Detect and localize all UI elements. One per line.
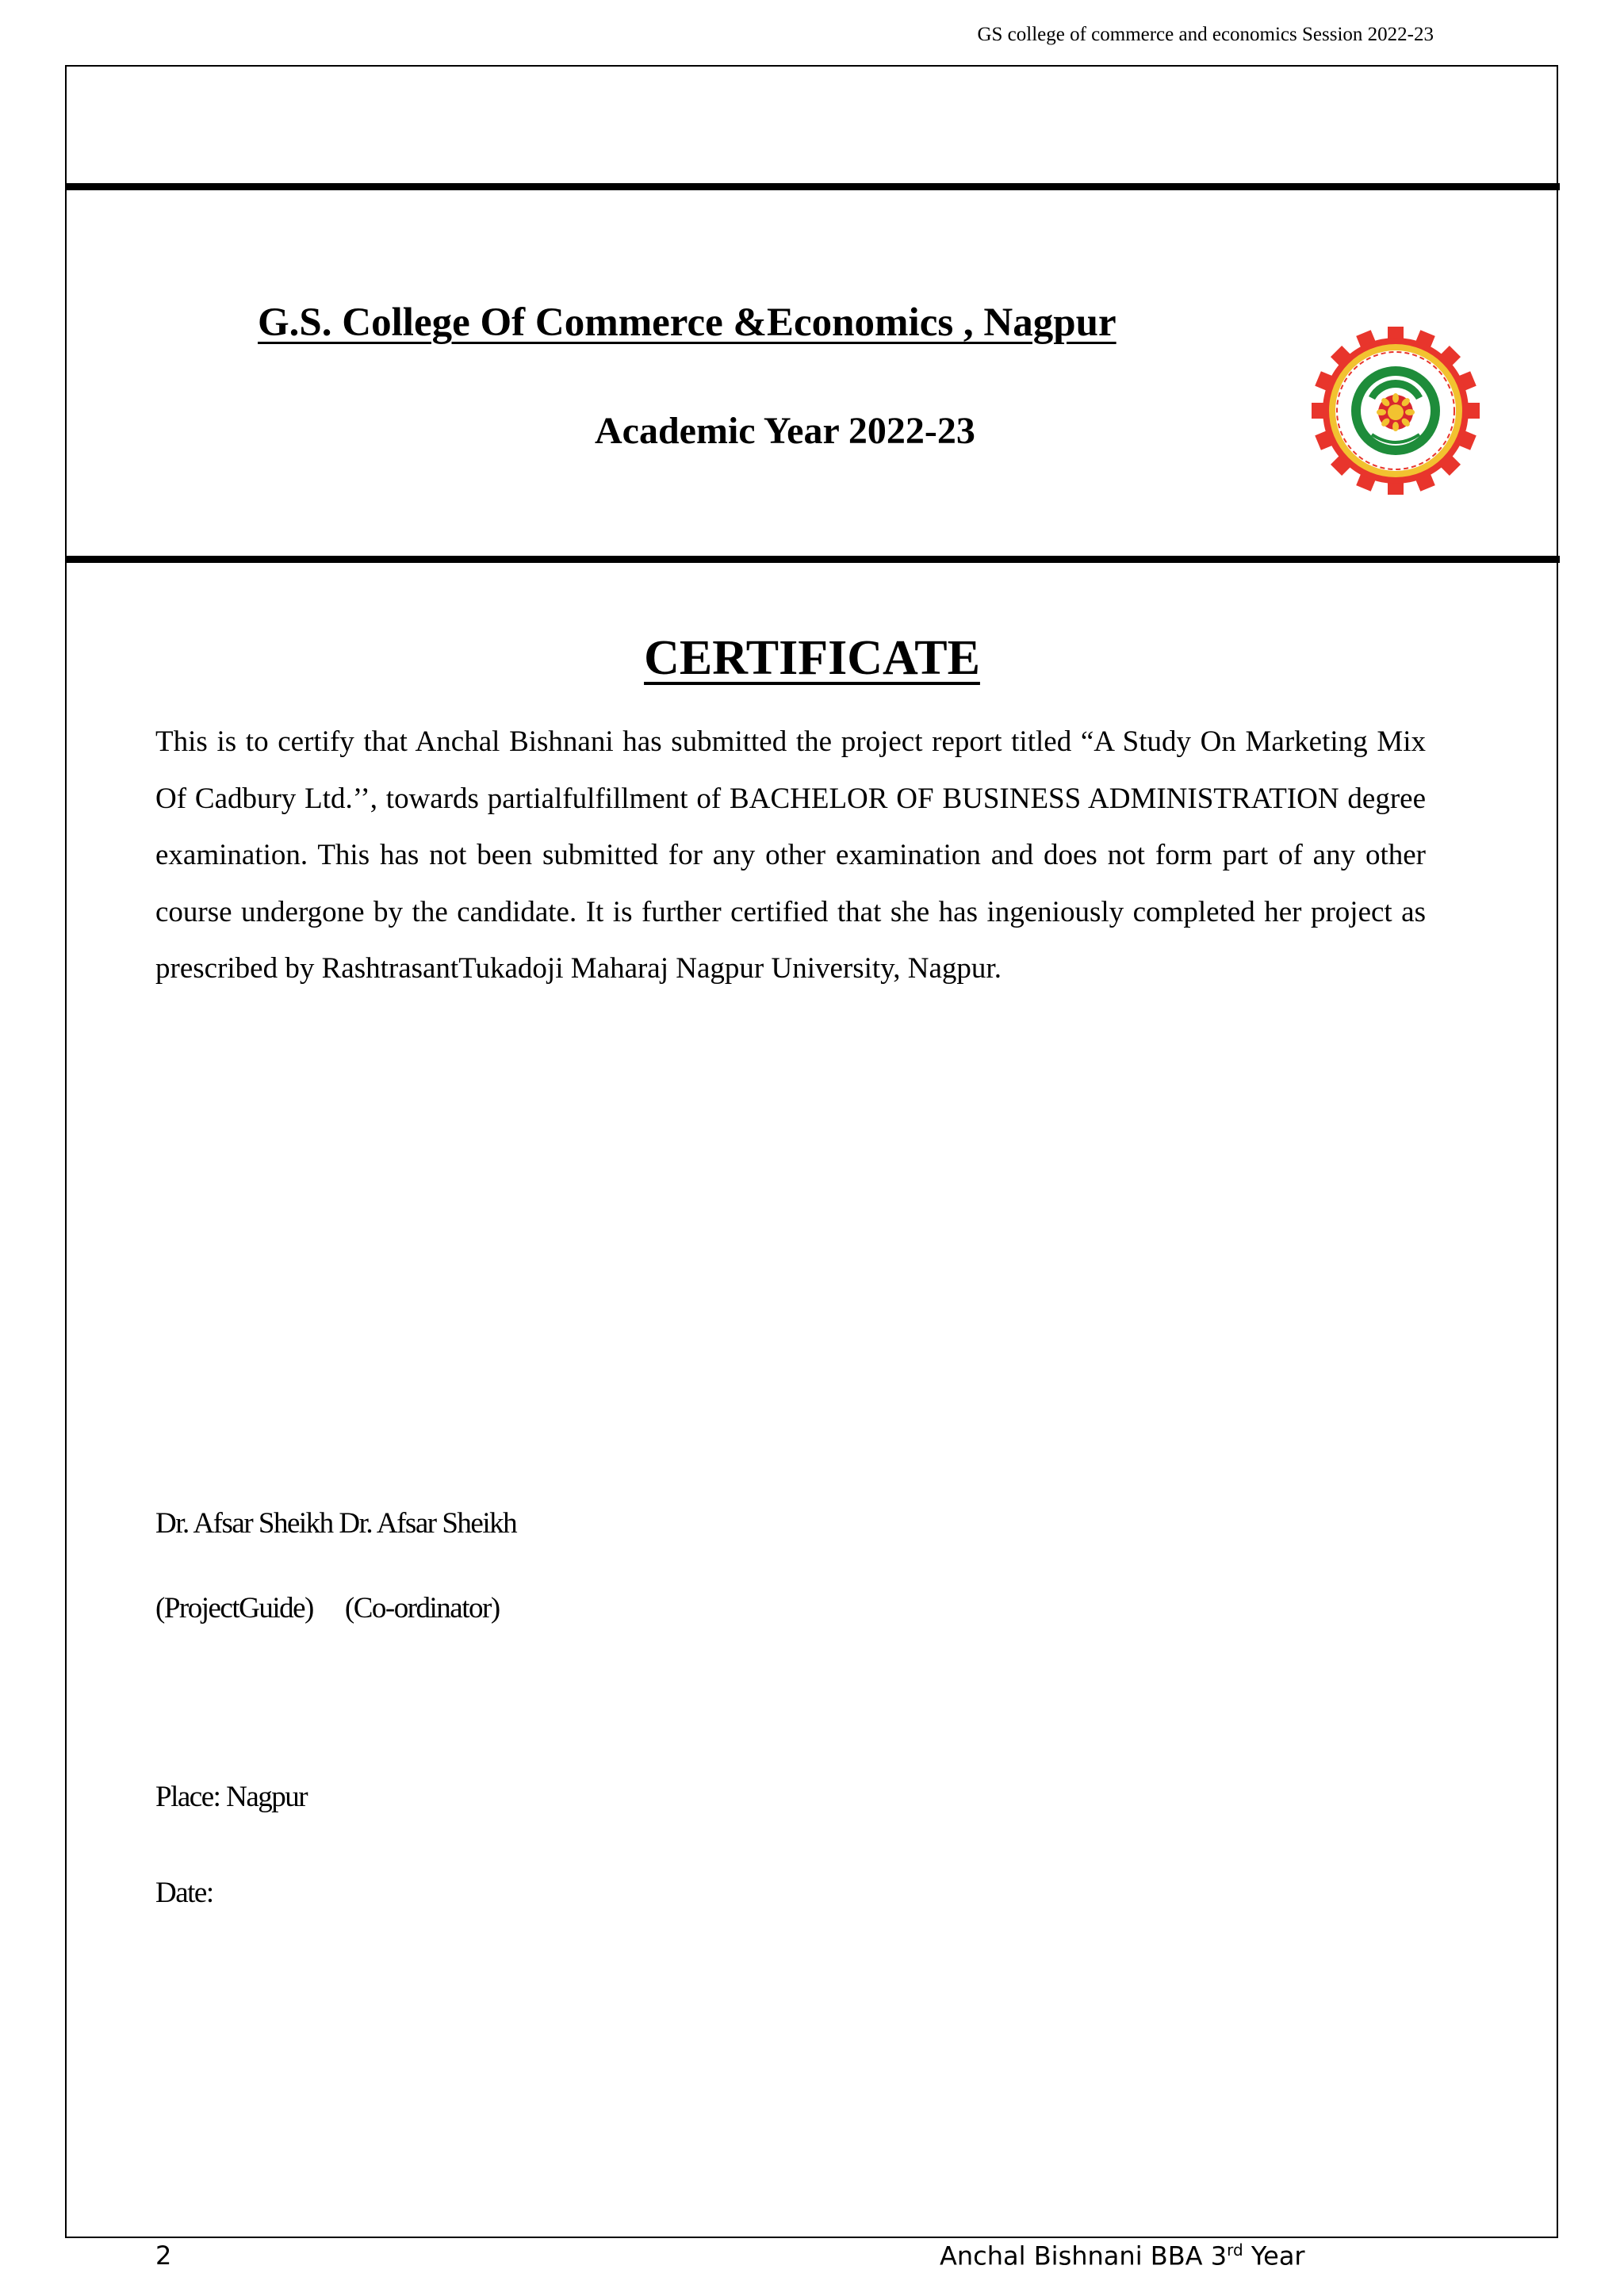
certificate-body: This is to certify that Anchal Bishnani has submitted the project report titled “A Study On Marketing Mix Of Cadbury Ltd.’’, towards partialfulfillment of BACHELOR OF BUSINESS ADMINISTRATION degree examination. This has not been submitted for any other examination and does not form part of any other course undergone by the candidate. It is further certified that she has ingeniously completed her project as prescribed by RashtrasantTukadoji Maharaj Nagpur University, Nagpur.	[155, 725, 1426, 985]
bottom-rule	[65, 556, 1560, 563]
footer-author	[940, 2241, 1305, 2271]
date-line: Date:	[155, 1877, 213, 1909]
college-seal-logo	[1308, 323, 1483, 498]
project-guide-role: (ProjectGuide)	[155, 1592, 313, 1624]
college-title: G.S. College Of Commerce &Economics , Nagpur	[258, 300, 1116, 345]
place-line: Place: Nagpur	[155, 1781, 308, 1813]
academic-year: Academic Year 2022-23	[595, 410, 975, 452]
footer-author-sup: rd	[1227, 2241, 1243, 2260]
signatory-roles	[155, 1591, 500, 1625]
top-rule	[65, 183, 1560, 190]
certificate-title: CERTIFICATE	[644, 631, 980, 685]
running-header: GS college of commerce and economics Session 2022-23	[977, 24, 1434, 45]
coordinator-role: (Co-ordinator)	[344, 1592, 500, 1624]
footer-author-suffix: Year	[1243, 2241, 1305, 2271]
footer-author-prefix: Anchal Bishnani BBA 3	[940, 2241, 1228, 2271]
page-number: 2	[155, 2241, 172, 2271]
signatory-names: Dr. Afsar Sheikh Dr. Afsar Sheikh	[155, 1507, 517, 1540]
